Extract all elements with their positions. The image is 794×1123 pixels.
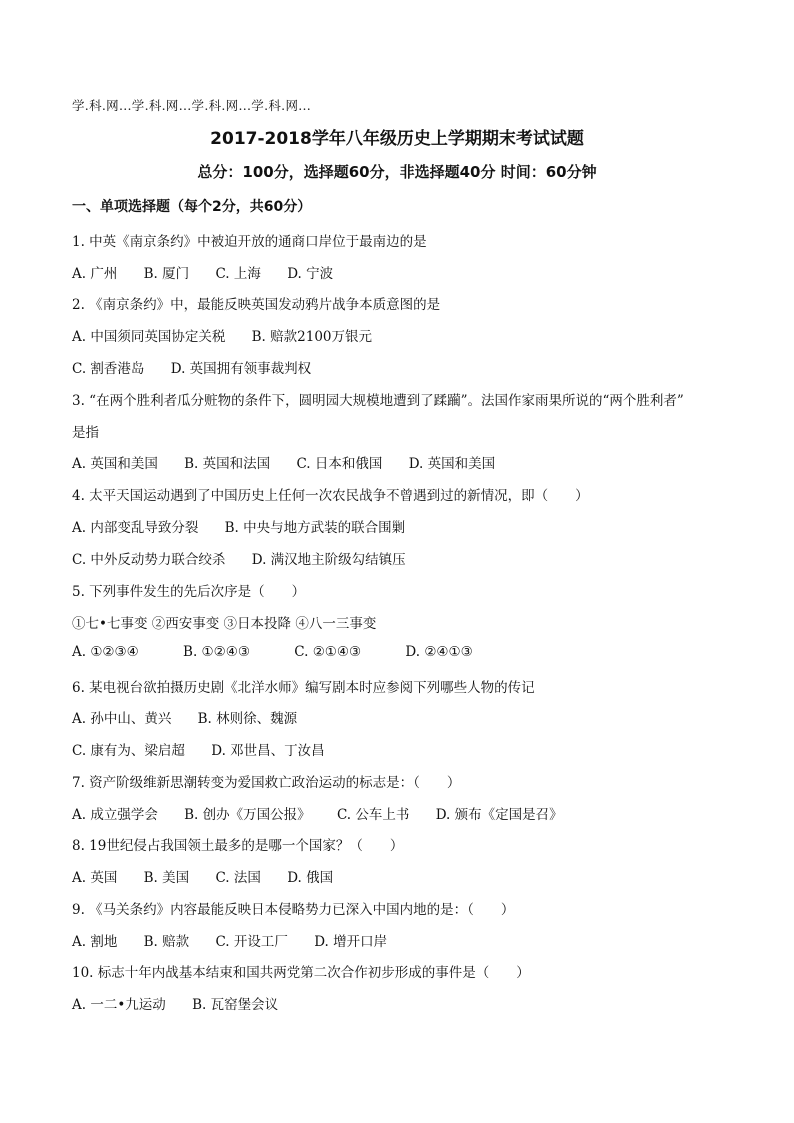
- option-c: C. 割香港岛: [72, 361, 145, 377]
- option-a: A. 英国: [72, 870, 118, 886]
- option-d: D. 邓世昌、丁汝昌: [211, 743, 325, 759]
- question-4-options-row1: [72, 516, 734, 536]
- option-b: B. ①②④③: [183, 644, 250, 660]
- option-c: C. 上海: [215, 266, 261, 282]
- option-c: C. 中外反动势力联合绞杀: [72, 552, 226, 568]
- option-a: A. 一二•九运动: [72, 997, 166, 1013]
- option-a: A. 内部变乱导致分裂: [72, 520, 199, 536]
- option-c: C. 开设工厂: [215, 934, 288, 950]
- question-10-stem: 10. 标志十年内战基本结束和国共两党第二次合作初步形成的事件是（ ）: [72, 965, 530, 981]
- option-a: A. 成立强学会: [72, 807, 158, 823]
- option-d: D. 俄国: [287, 870, 334, 886]
- option-c: C. 康有为、梁启超: [72, 743, 185, 759]
- question-5-items: ①七•七事变 ②西安事变 ③日本投降 ④八一三事变: [72, 616, 377, 632]
- watermark-header: 学.科.网...学.科.网...学.科.网...学.科.网...: [72, 98, 312, 113]
- option-d: D. 英国拥有领事裁判权: [170, 361, 312, 377]
- option-a: A. 广州: [72, 266, 118, 282]
- option-d: D. ②④①③: [405, 644, 473, 660]
- option-b: B. 赔款2100万银元: [251, 329, 373, 345]
- option-a: A. 英国和美国: [72, 456, 158, 472]
- question-4-options-row2: [72, 548, 734, 568]
- option-d: D. 英国和美国: [408, 456, 496, 472]
- option-d: D. 满汉地主阶级勾结镇压: [251, 552, 406, 568]
- exam-subtitle: 总分：100分，选择题60分，非选择题40分 时间：60分钟: [197, 163, 597, 181]
- option-a: A. ①②③④: [72, 644, 139, 660]
- question-3-options: [72, 452, 734, 472]
- option-b: B. 林则徐、魏源: [197, 711, 298, 727]
- question-2-options-row1: [72, 325, 734, 345]
- question-3-stem-cont: 是指: [72, 425, 99, 441]
- option-b: B. 赔款: [143, 934, 190, 950]
- option-d: D. 宁波: [287, 266, 334, 282]
- question-9-options: [72, 930, 734, 950]
- question-8-stem: 8. 19世纪侵占我国领土最多的是哪一个国家？（ ）: [72, 838, 404, 854]
- question-1-stem: 1. 中英《南京条约》中被迫开放的通商口岸位于最南边的是: [72, 234, 427, 250]
- option-a: A. 中国须同英国协定关税: [72, 329, 226, 345]
- section-heading: 一、单项选择题（每个2分，共60分）: [72, 199, 312, 215]
- question-8-options: [72, 866, 734, 886]
- option-b: B. 英国和法国: [184, 456, 271, 472]
- question-5-options: [72, 644, 734, 660]
- option-b: B. 中央与地方武装的联合围剿: [224, 520, 406, 536]
- option-d: D. 增开口岸: [314, 934, 388, 950]
- option-c: C. ②①④③: [294, 644, 362, 660]
- question-6-options-row1: [72, 707, 734, 727]
- question-6-options-row2: [72, 739, 734, 759]
- question-7-options: [72, 803, 734, 823]
- question-3-stem: 3. “在两个胜利者瓜分赃物的条件下，圆明园大规模地遭到了蹂躏”。法国作家雨果所说的“两个胜利者”: [72, 393, 684, 409]
- option-b: B. 美国: [143, 870, 190, 886]
- option-b: B. 厦门: [143, 266, 190, 282]
- option-a: A. 孙中山、黄兴: [72, 711, 172, 727]
- exam-title: 2017-2018学年八年级历史上学期期末考试试题: [210, 129, 584, 149]
- question-4-stem: 4. 太平天国运动遇到了中国历史上任何一次农民战争不曾遇到过的新情况，即（ ）: [72, 488, 589, 504]
- question-9-stem: 9. 《马关条约》内容最能反映日本侵略势力已深入中国内地的是：（ ）: [72, 902, 515, 918]
- question-6-stem: 6. 某电视台欲拍摄历史剧《北洋水师》编写剧本时应参阅下列哪些人物的传记: [72, 680, 535, 696]
- option-c: C. 法国: [215, 870, 261, 886]
- option-b: B. 创办《万国公报》: [184, 807, 311, 823]
- option-c: C. 公车上书: [336, 807, 410, 823]
- option-a: A. 割地: [72, 934, 118, 950]
- option-d: D. 颁布《定国是召》: [435, 807, 563, 823]
- question-2-stem: 2. 《南京条约》中，最能反映英国发动鸦片战争本质意图的是: [72, 297, 441, 313]
- question-10-options: [72, 993, 734, 1013]
- option-c: C. 日本和俄国: [296, 456, 383, 472]
- question-2-options-row2: [72, 357, 734, 377]
- question-1-options: [72, 262, 734, 282]
- question-7-stem: 7. 资产阶级维新思潮转变为爱国救亡政治运动的标志是：（ ）: [72, 775, 461, 791]
- option-b: B. 瓦窑堡会议: [192, 997, 279, 1013]
- question-5-stem: 5. 下列事件发生的先后次序是（ ）: [72, 584, 306, 600]
